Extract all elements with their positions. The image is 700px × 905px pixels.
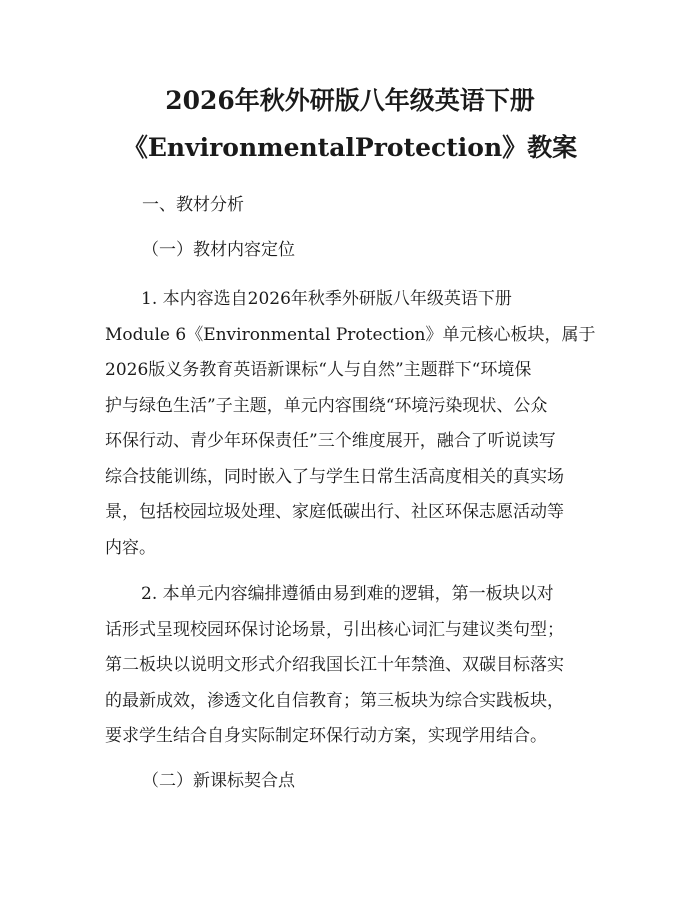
paragraph-line: 要求学生结合自身实际制定环保行动方案，实现学用结合。 [105,726,547,746]
paragraph-content-positioning [105,282,600,566]
paragraph-line: 话形式呈现校园环保讨论场景，引出核心词汇与建议类句型； [105,619,564,640]
paragraph-line: 景，包括校园垃圾处理、家庭低碳出行、社区环保志愿活动等 [105,502,564,522]
paragraph-line: 的最新成效，渗透文化自信教育；第三板块为综合实践板块， [105,690,564,711]
section-heading-textbook-analysis: 一、教材分析 [142,195,244,215]
paragraph-line: 1. 本内容选自2026年秋季外研版八年级英语下册 [141,289,512,309]
paragraph-line: 内容。 [105,537,156,558]
paragraph-content-arrangement [105,577,600,755]
document-title-line-2: 《EnvironmentalProtection》教案 [122,133,578,162]
paragraph-line: Module 6《Environmental Protection》单元核心板块，属于 [105,324,596,345]
paragraph-line: 第二板块以说明文形式介绍我国长江十年禁渔、双碳目标落实 [105,655,564,675]
paragraph-line: 环保行动、青少年环保责任”三个维度展开，融合了听说读写 [105,431,556,451]
document-title-line-1: 2026年秋外研版八年级英语下册 [165,86,535,115]
paragraph-line: 2026版义务教育英语新课标“人与自然”主题群下“环境保 [105,360,532,380]
paragraph-line: 2. 本单元内容编排遵循由易到难的逻辑，第一板块以对 [141,584,554,604]
paragraph-line: 护与绿色生活”子主题，单元内容围绕“环境污染现状、公众 [105,395,548,416]
subsection-heading-content-positioning: （一）教材内容定位 [142,240,295,260]
subsection-heading-curriculum-alignment: （二）新课标契合点 [142,771,295,791]
paragraph-line: 综合技能训练，同时嵌入了与学生日常生活高度相关的真实场 [105,466,564,487]
